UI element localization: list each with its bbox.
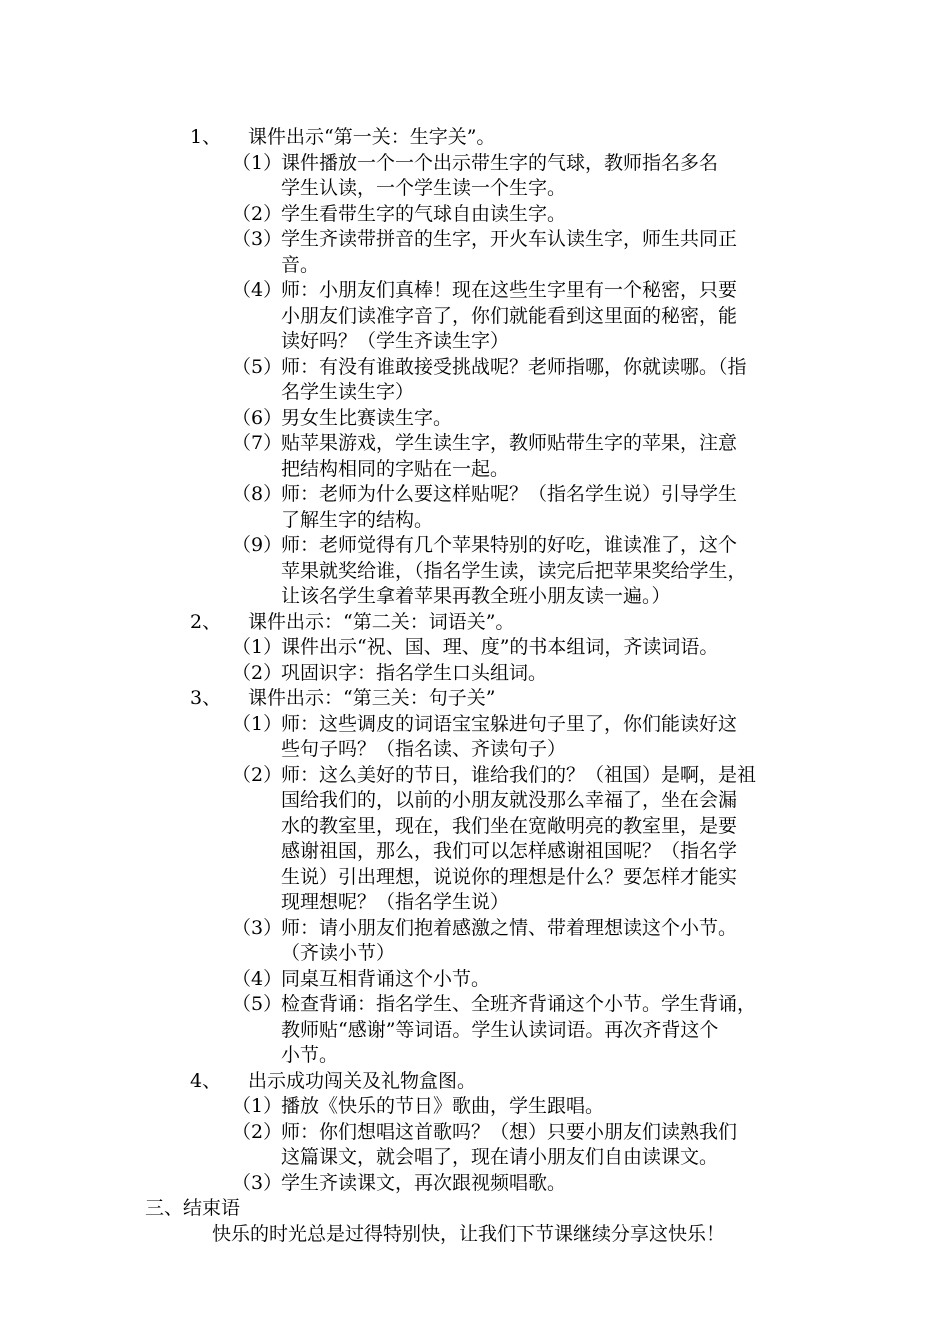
section-title: 课件出示：“第二关：词语关”。	[248, 610, 515, 633]
item-text-line: 读好吗？（学生齐读生字）	[281, 330, 510, 352]
item-label: （1）	[232, 636, 283, 658]
item-text-line: 教师贴“感谢”等词语。学生认读词语。再次齐背这个	[281, 1018, 719, 1041]
item-text-line: 检查背诵：指名学生、全班齐背诵这个小节。学生背诵，	[281, 993, 757, 1015]
item-label: （2）	[232, 661, 283, 684]
item-label: （4）	[232, 967, 283, 990]
item-text-line: 师：这么美好的节日，谁给我们的？（祖国）是啊，是祖	[281, 763, 757, 786]
item-text-line: 课件播放一个一个出示带生字的气球，教师指名多名	[281, 151, 719, 174]
item-text-line: 感谢祖国，那么，我们可以怎样感谢祖国呢？（指名学	[281, 840, 738, 862]
section-title: 出示成功闯关及礼物盒图。	[248, 1069, 477, 1092]
item-label: （2）	[232, 763, 283, 786]
item-text-line: 些句子吗？（指名读、齐读句子）	[281, 738, 567, 760]
section-title: 课件出示“第一关：生字关”。	[248, 126, 496, 148]
section-number: 4、	[190, 1069, 222, 1092]
item-label: （7）	[232, 432, 283, 454]
item-text-line: 生说）引出理想，说说你的理想是什么？要怎样才能实	[281, 865, 738, 888]
item-label: （5）	[232, 993, 283, 1015]
item-text-line: 学生看带生字的气球自由读生字。	[281, 202, 567, 225]
item-label: （6）	[232, 406, 283, 429]
item-text-line: 学生齐读课文，再次跟视频唱歌。	[281, 1171, 567, 1194]
item-text-line: 巩固识字：指名学生口头组词。	[281, 661, 548, 684]
section-number: 3、	[190, 687, 222, 709]
section-number: 1、	[190, 126, 222, 148]
item-label: （2）	[232, 202, 283, 225]
item-text-line: 师：有没有谁敢接受挑战呢？老师指哪，你就读哪。（指	[281, 355, 747, 378]
item-text-line: 学生齐读带拼音的生字，开火车认读生字，师生共同正	[281, 228, 738, 250]
closing-text: 快乐的时光总是过得特别快，让我们下节课继续分享这快乐！	[212, 1222, 726, 1245]
item-text-line: 师：请小朋友们抱着感激之情、带着理想读这个小节。	[281, 916, 738, 939]
item-label: （8）	[232, 483, 283, 505]
section-title: 课件出示：“第三关：句子关”	[248, 687, 496, 709]
item-text-line: 男女生比赛读生字。	[281, 406, 453, 429]
item-text-line: 师：这些调皮的词语宝宝躲进句子里了，你们能读好这	[281, 712, 738, 735]
item-text-line: 课件出示“祝、国、理、度”的书本组词，齐读词语。	[281, 636, 719, 658]
item-text-line: （齐读小节）	[281, 942, 396, 964]
item-text-line: 苹果就奖给谁，（指名学生读，读完后把苹果奖给学生，	[281, 559, 747, 582]
item-text-line: 小节。	[281, 1044, 339, 1066]
item-text-line: 同桌互相背诵这个小节。	[281, 967, 491, 990]
item-text-line: 音。	[281, 253, 320, 276]
item-text-line: 让该名学生拿着苹果再教全班小朋友读一遍。）	[281, 585, 671, 607]
item-text-line: 现理想呢？（指名学生说）	[281, 891, 510, 913]
item-text-line: 贴苹果游戏，学生读生字，教师贴带生字的苹果，注意	[281, 432, 738, 454]
item-label: （1）	[232, 1095, 283, 1117]
item-text-line: 播放《快乐的节日》歌曲，学生跟唱。	[281, 1095, 605, 1117]
item-text-line: 学生认读，一个学生读一个生字。	[281, 177, 567, 199]
item-label: （9）	[232, 534, 283, 556]
item-text-line: 师：老师为什么要这样贴呢？（指名学生说）引导学生	[281, 483, 738, 505]
item-text-line: 名学生读生字）	[281, 381, 415, 403]
item-label: （3）	[232, 916, 283, 939]
item-text-line: 小朋友们读准字音了，你们就能看到这里面的秘密，能	[281, 304, 738, 327]
item-label: （3）	[232, 228, 283, 250]
item-label: （3）	[232, 1171, 283, 1194]
item-label: （1）	[232, 151, 283, 174]
section-number: 2、	[190, 610, 222, 633]
item-text-line: 师：你们想唱这首歌吗？（想）只要小朋友们读熟我们	[281, 1120, 738, 1143]
item-text-line: 这篇课文，就会唱了，现在请小朋友们自由读课文。	[281, 1146, 719, 1168]
item-label: （5）	[232, 355, 283, 378]
item-text-line: 师：老师觉得有几个苹果特别的好吃，谁读准了，这个	[281, 534, 738, 556]
item-text-line: 把结构相同的字贴在一起。	[281, 457, 510, 480]
item-label: （1）	[232, 712, 283, 735]
item-text-line: 了解生字的结构。	[281, 508, 434, 531]
closing-heading: 三、结束语	[145, 1197, 241, 1219]
item-label: （2）	[232, 1120, 283, 1143]
item-label: （4）	[232, 279, 283, 301]
item-text-line: 水的教室里，现在，我们坐在宽敞明亮的教室里，是要	[281, 814, 738, 837]
item-text-line: 师：小朋友们真棒！现在这些生字里有一个秘密，只要	[281, 279, 738, 301]
item-text-line: 国给我们的，以前的小朋友就没那么幸福了，坐在会漏	[281, 789, 738, 811]
